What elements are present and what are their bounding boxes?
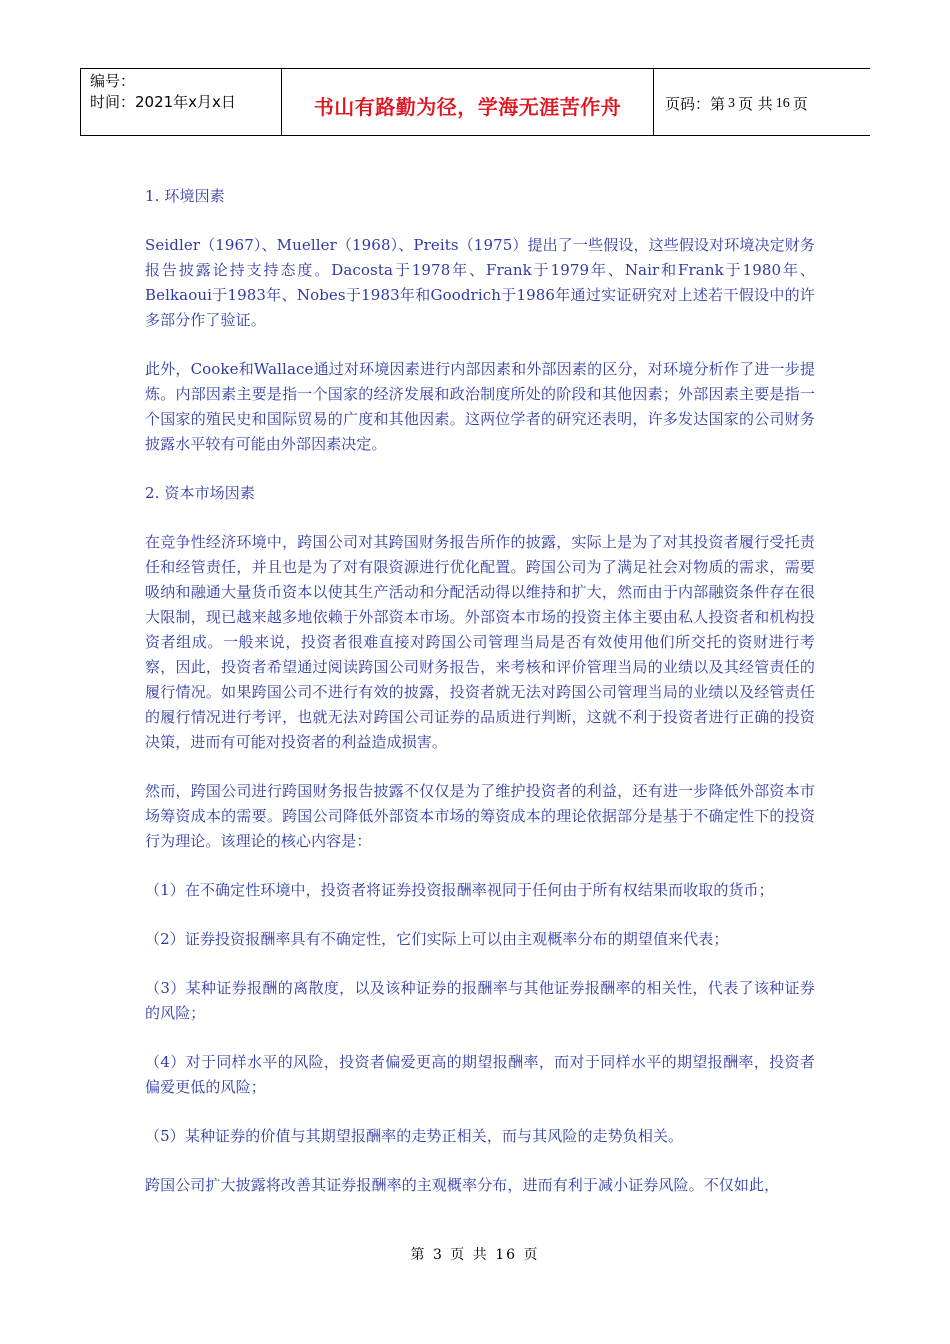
header-page-cell [654, 69, 870, 135]
section-heading-capital-market: 2. 资本市场因素 [145, 484, 255, 502]
list-item: （5）某种证券的价值与其期望报酬率的走势正相关，而与其风险的走势负相关。 [145, 1127, 684, 1145]
paragraph: 此外，Cooke和Wallace通过对环境因素进行内部因素和外部因素的区分，对环境分析作了进一步提炼。内部因素主要是指一个国家的经济发展和政治制度所处的阶段和其他因素；外部因素主要是指一个国家的殖民史和国际贸易的广度和其他因素。这两位学者的研究还表明，许多发达国家的公司财务披露水平较有可能由外部因素决定。 [145, 360, 815, 453]
page-current: 3 [728, 95, 736, 111]
list-item: （1）在不确定性环境中，投资者将证券投资报酬率视同于任何由于所有权结果而收取的货币； [145, 881, 774, 899]
time-label: 时间：2021年x月x日 [90, 93, 236, 111]
paragraph: Seidler（1967）、Mueller（1968）、Preits（1975）提出了一些假设，这些假设对环境决定财务报告披露论持支持态度。Dacosta于1978年、Frank于1979年、Nair和Frank于1980年、Belkaoui于1983年、Nobes于1983年和Goodrich于1986年通过实证研究对上述若干假设中的许多部分作了验证。 [145, 236, 815, 329]
list-item: （3）某种证券报酬的离散度，以及该种证券的报酬率与其他证券报酬率的相关性，代表了该种证券的风险； [145, 979, 815, 1022]
list-item: （2）证券投资报酬率具有不确定性，它们实际上可以由主观概率分布的期望值来代表； [145, 930, 729, 948]
page-suffix: 页 [792, 95, 808, 113]
page-footer: 第 3 页 共 16 页 [410, 1247, 540, 1263]
header-motto-cell [282, 69, 654, 135]
paragraph: 在竞争性经济环境中，跨国公司对其跨国财务报告所作的披露，实际上是为了对其投资者履行受托责任和经管责任，并且也是为了对有限资源进行优化配置。跨国公司为了满足社会对物质的需求，需要吸纳和融通大量货币资本以使其生产活动和分配活动得以维持和扩大，然而由于内部融资条件存在很大限制，现已越来越多地依赖于外部资本市场。外部资本市场的投资主体主要由私人投资者和机构投资者组成。一般来说，投资者很难直接对跨国公司管理当局是否有效使用他们所交托的资财进行考察，因此，投资者希望通过阅读跨国公司财务报告，来考核和评价管理当局的业绩以及其经管责任的履行情况。如果跨国公司不进行有效的披露，投资者就无法对跨国公司管理当局的业绩以及经管责任的履行情况进行考评，也就无法对跨国公司证券的品质进行判断，这就不利于投资者进行正确的投资决策，进而有可能对投资者的利益造成损害。 [145, 533, 815, 751]
list-item: （4）对于同样水平的风险，投资者偏爱更高的期望报酬率，而对于同样水平的期望报酬率，投资者偏爱更低的风险； [145, 1053, 815, 1096]
document-header [80, 68, 870, 136]
motto: 书山有路勤为径，学海无涯苦作舟 [313, 94, 622, 119]
section-heading-environment: 1. 环境因素 [145, 187, 225, 205]
document-body [145, 184, 815, 1222]
paragraph: 然而，跨国公司进行跨国财务报告披露不仅仅是为了维护投资者的利益，还有进一步降低外部资本市场筹资成本的需要。跨国公司降低外部资本市场的筹资成本的理论依据部分是基于不确定性下的投资行为理论。该理论的核心内容是： [145, 782, 815, 850]
page-prefix: 页码：第 [665, 95, 726, 113]
paragraph: 跨国公司扩大披露将改善其证券报酬率的主观概率分布，进而有利于减小证券风险。不仅如此， [145, 1176, 780, 1194]
header-meta-cell [80, 69, 282, 135]
page-total: 16 [775, 95, 790, 111]
page-mid: 页 共 [738, 95, 773, 113]
code-label: 编号： [90, 72, 136, 90]
